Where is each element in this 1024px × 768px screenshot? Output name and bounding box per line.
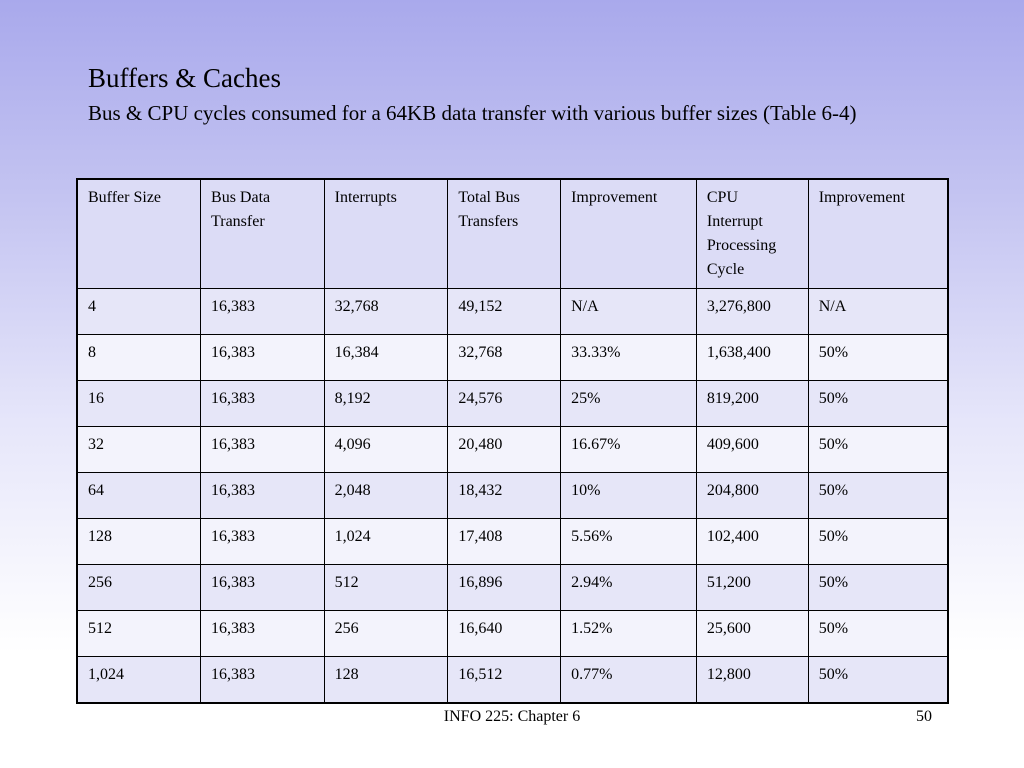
- table-cell: 0.77%: [561, 657, 697, 703]
- table-cell: 204,800: [696, 473, 808, 519]
- table-body: [77, 289, 948, 703]
- table-cell: 256: [77, 565, 201, 611]
- table-cell: 50%: [808, 565, 948, 611]
- table-cell: 32,768: [448, 335, 561, 381]
- table-cell: 512: [324, 565, 448, 611]
- table-cell: 25%: [561, 381, 697, 427]
- table-row: [77, 381, 948, 427]
- slide-subtitle: Bus & CPU cycles consumed for a 64KB data transfer with various buffer sizes (Table 6-4): [88, 101, 857, 125]
- table-row: [77, 565, 948, 611]
- table-cell: 4: [77, 289, 201, 335]
- header-improvement: Improvement: [561, 179, 697, 289]
- table-cell: 16,383: [201, 657, 325, 703]
- table-cell: 17,408: [448, 519, 561, 565]
- table-cell: 16,383: [201, 611, 325, 657]
- table-cell: 51,200: [696, 565, 808, 611]
- header-cpu-improvement: Improvement: [808, 179, 948, 289]
- header-interrupts: Interrupts: [324, 179, 448, 289]
- table-cell: 1,638,400: [696, 335, 808, 381]
- buffer-size-table: [76, 178, 949, 704]
- slide-title: Buffers & Caches: [88, 63, 281, 93]
- table-cell: 33.33%: [561, 335, 697, 381]
- table-cell: 128: [77, 519, 201, 565]
- table-row: [77, 657, 948, 703]
- table-cell: 50%: [808, 335, 948, 381]
- table-cell: 3,276,800: [696, 289, 808, 335]
- table-header-row: [77, 179, 948, 289]
- table-cell: 8,192: [324, 381, 448, 427]
- table-cell: 1.52%: [561, 611, 697, 657]
- table-cell: 16,383: [201, 519, 325, 565]
- header-total-bus-transfers: Total Bus Transfers: [448, 179, 561, 289]
- table-cell: 49,152: [448, 289, 561, 335]
- table-cell: 32: [77, 427, 201, 473]
- table-cell: 819,200: [696, 381, 808, 427]
- table-cell: 16,383: [201, 473, 325, 519]
- table-cell: 16,383: [201, 381, 325, 427]
- header-cpu-interrupt-processing-cycle: CPU Interrupt Processing Cycle: [696, 179, 808, 289]
- table-cell: 16,896: [448, 565, 561, 611]
- table-cell: 512: [77, 611, 201, 657]
- table-cell: N/A: [808, 289, 948, 335]
- header-bus-data-transfer: Bus Data Transfer: [201, 179, 325, 289]
- table-cell: 16,384: [324, 335, 448, 381]
- table-cell: 1,024: [77, 657, 201, 703]
- table-row: [77, 611, 948, 657]
- table-cell: 24,576: [448, 381, 561, 427]
- table-cell: 16,383: [201, 565, 325, 611]
- table-cell: 1,024: [324, 519, 448, 565]
- table-cell: 5.56%: [561, 519, 697, 565]
- table-cell: 12,800: [696, 657, 808, 703]
- table-cell: 18,432: [448, 473, 561, 519]
- table-cell: 2,048: [324, 473, 448, 519]
- table-cell: 10%: [561, 473, 697, 519]
- table-cell: 16,383: [201, 335, 325, 381]
- table-cell: 25,600: [696, 611, 808, 657]
- table-cell: 4,096: [324, 427, 448, 473]
- table-cell: 256: [324, 611, 448, 657]
- table-cell: 50%: [808, 611, 948, 657]
- table-cell: 16,512: [448, 657, 561, 703]
- table-cell: 16: [77, 381, 201, 427]
- table-row: [77, 427, 948, 473]
- table-row: [77, 289, 948, 335]
- table-cell: 8: [77, 335, 201, 381]
- table-cell: 32,768: [324, 289, 448, 335]
- table-row: [77, 519, 948, 565]
- table-cell: 20,480: [448, 427, 561, 473]
- table-cell: 50%: [808, 473, 948, 519]
- table-cell: N/A: [561, 289, 697, 335]
- table-cell: 102,400: [696, 519, 808, 565]
- footer-course: INFO 225: Chapter 6: [443, 708, 581, 725]
- table-cell: 16.67%: [561, 427, 697, 473]
- table-cell: 128: [324, 657, 448, 703]
- footer-page-number: 50: [916, 708, 932, 725]
- table-cell: 2.94%: [561, 565, 697, 611]
- table-row: [77, 335, 948, 381]
- table-cell: 64: [77, 473, 201, 519]
- table-cell: 409,600: [696, 427, 808, 473]
- table-cell: 50%: [808, 519, 948, 565]
- header-buffer-size: Buffer Size: [77, 179, 201, 289]
- table-cell: 50%: [808, 657, 948, 703]
- table-cell: 50%: [808, 381, 948, 427]
- table-cell: 16,383: [201, 289, 325, 335]
- table-cell: 16,383: [201, 427, 325, 473]
- table-row: [77, 473, 948, 519]
- table-cell: 16,640: [448, 611, 561, 657]
- table-cell: 50%: [808, 427, 948, 473]
